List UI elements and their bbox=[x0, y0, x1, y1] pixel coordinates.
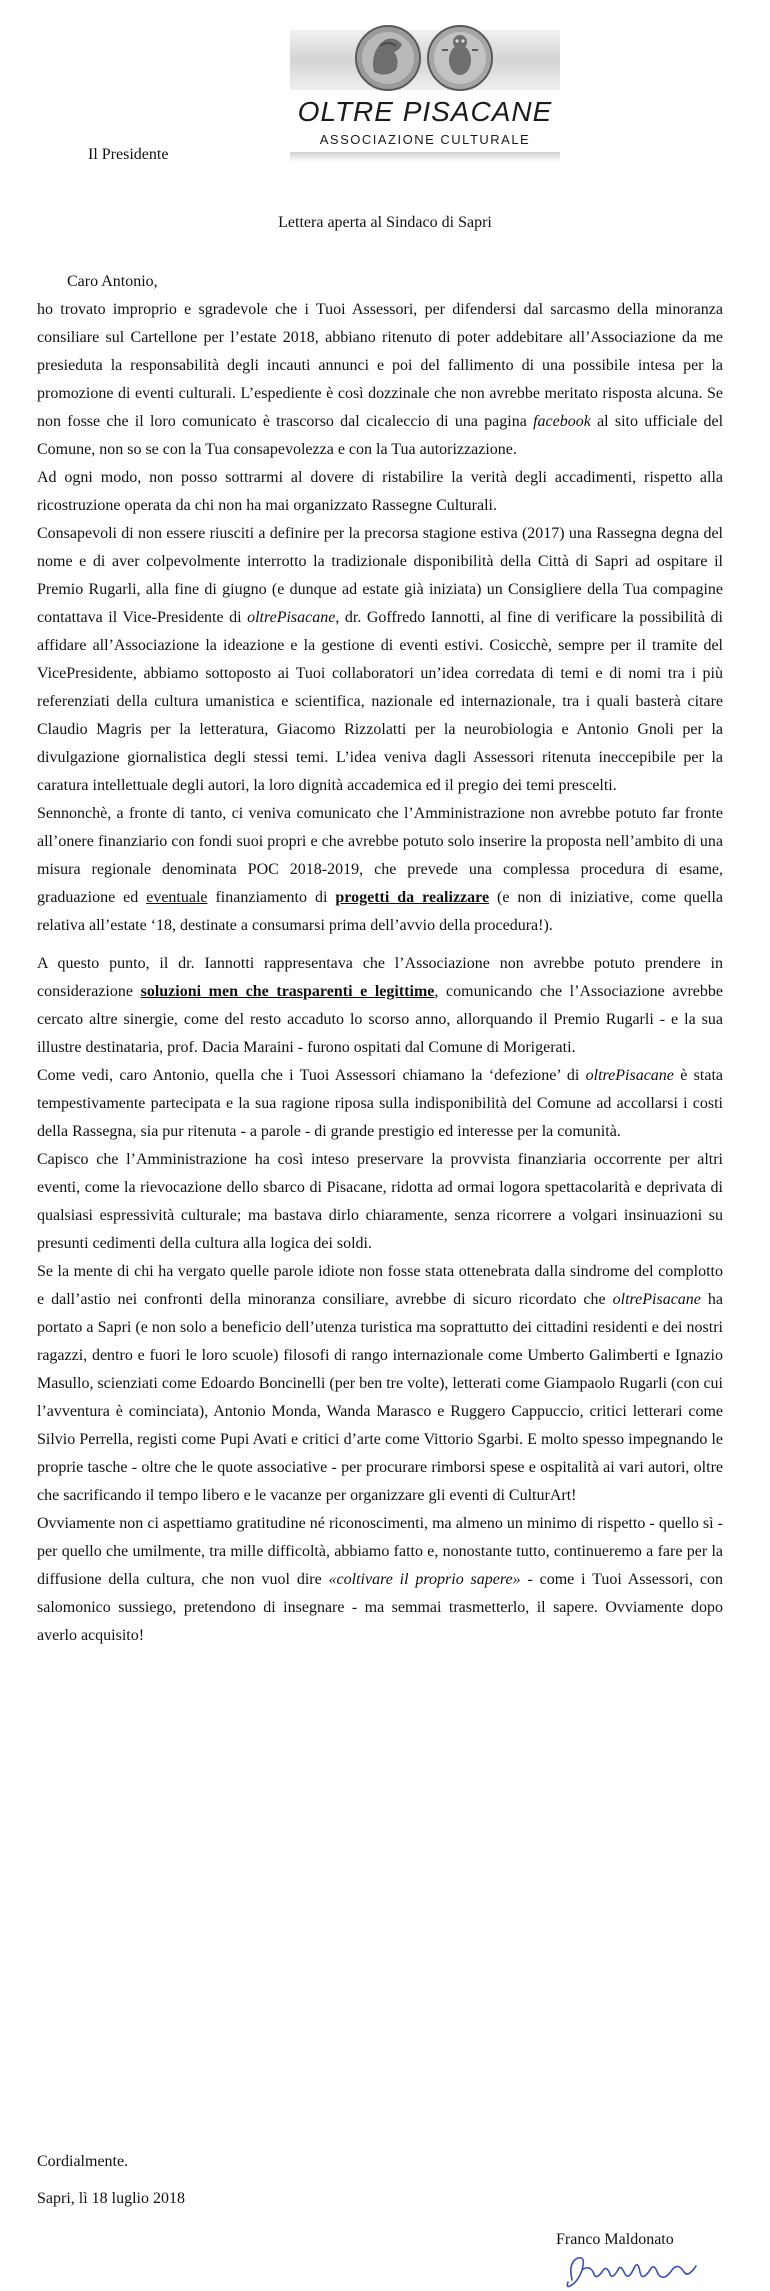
italic-term: oltrePisacane bbox=[247, 609, 336, 626]
paragraph-text: Consapevoli di non essere riusciti a definire per la precorsa stagione estiva (2017) una Rassegna degna del nome e di aver colpevolmente interrotto la tradizionale disponibilità della Città di Sapri ad ospitare il Premio Rugarli, alla fine di giugno (e dunque ad estate già iniziata) un Consigliere della Tua compagine contattava il Vice-Presidente di bbox=[37, 525, 723, 626]
paragraph-8 bbox=[37, 1258, 723, 1510]
paragraph-text: ha portato a Sapri (e non solo a beneficio dell’utenza turistica ma soprattutto dei cittadini residenti e dei nostri ragazzi, dentro e fuori le loro scuole) filosofi di rango internazionale come Umberto Galimberti e Ignazio Masullo, scienziati come Edoardo Boncinelli (per ben tre volte), letterati come Giampaolo Rugarli (con cui l’avventura è cominciata), Antonio Monda, Wanda Marasco e Ruggero Cappuccio, critici letterari come Silvio Perrella, registi come Pupi Avati e critici d’arte come Vittorio Sgarbi. E molto spesso impegnando le proprie tasche - oltre che le quote associative - per procurare rimborsi spese e ospitalità ai vari autori, oltre che sacrificando il tempo libero e le vacanze per organizzare gli eventi di CulturArt! bbox=[37, 1291, 723, 1504]
paragraph-7: Capisco che l’Amministrazione ha così inteso preservare la provvista finanziaria occorrente per altri eventi, come la rievocazione dello sbarco di Pisacane, ridotta ad ormai logora spettacolarità e deprivata di qualsiasi espressività culturale; ma bastava dirlo chiaramente, senza ricorrere a volgari insinuazioni su presunti cedimenti della cultura alla logica dei soldi. bbox=[37, 1151, 723, 1252]
italic-quote: «coltivare il proprio sapere» bbox=[328, 1571, 521, 1588]
salutation: Caro Antonio, bbox=[67, 273, 158, 290]
paragraph-text: Se la mente di chi ha vergato quelle parole idiote non fosse stata ottenebrata dalla sindrome del complotto e dall’astio nei confronti della minoranza consiliare, avrebbe di sicuro ricordato che bbox=[37, 1263, 723, 1308]
italic-term: oltrePisacane bbox=[612, 1291, 701, 1308]
paragraph-text: A questo punto, il dr. Iannotti rappresentava che l’Associazione non avrebbe potuto prendere in considerazione bbox=[37, 955, 723, 1000]
association-logo bbox=[290, 20, 560, 160]
paragraph-text: - come i Tuoi Assessori, con salomonico sussiego, pretendono di insegnare - ma semmai trasmetterlo, il sapere. Ovviamente dopo averlo acquisito! bbox=[37, 1571, 723, 1644]
italic-term: oltrePisacane bbox=[585, 1067, 674, 1084]
paragraph-4 bbox=[37, 800, 723, 940]
logo-org-name: OLTRE PISACANE bbox=[297, 96, 553, 127]
sender-role: Il Presidente bbox=[88, 146, 169, 163]
place-date: Sapri, lì 18 luglio 2018 bbox=[37, 2190, 185, 2207]
logo-underline bbox=[290, 152, 560, 162]
paragraph-text: Come vedi, caro Antonio, quella che i Tuoi Assessori chiamano la ‘defezione’ di bbox=[37, 1067, 586, 1084]
paragraph-text: è stata tempestivamente partecipata e la sua ragione riposa sulla indisponibilità del Comune ad accollarsi i costi della Rassegna, sia pur ritenuta - a parole - di grande prestigio ed interesse per la comunità. bbox=[37, 1067, 723, 1140]
paragraph-text: ho trovato improprio e sgradevole che i Tuoi Assessori, per difendersi dal sarcasmo della minoranza consiliare sul Cartellone per l’estate 2018, abbiano ritenuto di poter addebitare all’Associazione da me presieduta la responsabilità degli incauti annunci e poi del fallimento di una possibile intesa per la promozione di eventi culturali. L’espediente è così dozzinale che non avrebbe meritato risposta alcuna. Se non fosse che il loro comunicato è trascorso dal cicaleccio di una pagina bbox=[37, 301, 723, 430]
paragraph-text: Sennonchè, a fronte di tanto, ci veniva comunicato che l’Amministrazione non avrebbe potuto far fronte all’onere finanziario con fondi suoi propri e che avrebbe potuto solo inserire la proposta nell’ambito di una misura regionale denominata POC 2018-2019, che prevede una complessa procedura di esame, graduazione ed bbox=[37, 805, 723, 906]
underlined-term: eventuale bbox=[146, 889, 208, 906]
bold-underlined-term: progetti da realizzare bbox=[335, 889, 490, 906]
letter-body bbox=[37, 268, 723, 1650]
bold-underlined-term: soluzioni men che trasparenti e legittime bbox=[140, 983, 435, 1000]
signer-name: Franco Maldonato bbox=[556, 2231, 674, 2248]
paragraph-1 bbox=[37, 296, 723, 464]
handwritten-signature bbox=[560, 2252, 710, 2290]
closing: Cordialmente. bbox=[37, 2153, 129, 2170]
paragraph-5 bbox=[37, 950, 723, 1062]
paragraph-text: Ovviamente non ci aspettiamo gratitudine né riconoscimenti, ma almeno un minimo di rispetto - quello sì - per quello che umilmente, tra mille difficoltà, abbiamo fatto e, nonostante tutto, continueremo a fare per la diffusione della cultura, che non vuol dire bbox=[37, 1515, 723, 1588]
paragraph-text: al sito ufficiale del Comune, non so se con la Tua consapevolezza e con la Tua autorizzazione. bbox=[37, 413, 724, 458]
paragraph-6 bbox=[37, 1062, 723, 1146]
logo-org-subtitle: ASSOCIAZIONE CULTURALE bbox=[319, 132, 531, 147]
letter-subject: Lettera aperta al Sindaco di Sapri bbox=[278, 214, 492, 231]
paragraph-text: , comunicando che l’Associazione avrebbe cercato altre sinergie, come del resto accaduto lo scorso anno, allorquando il Premio Rugarli - e la sua illustre destinataria, prof. Dacia Maraini - furono ospitati dal Comune di Morigerati. bbox=[37, 983, 724, 1056]
paragraph-9 bbox=[37, 1510, 723, 1650]
paragraph-2: Ad ogni modo, non posso sottrarmi al dovere di ristabilire la verità degli accadimenti, rispetto alla ricostruzione operata da chi non ha mai organizzato Rassegne Culturali. bbox=[37, 469, 723, 514]
paragraph-text: , dr. Goffredo Iannotti, al fine di verificare la possibilità di affidare all’Associazione la ideazione e la gestione di eventi estivi. Cosicchè, sempre per il tramite del VicePresidente, abbiamo sottoposto ai Tuoi collaboratori un’idea corredata di temi e di nomi tra i più referenziati della cultura umanistica e scientifica, nazionale ed internazionale, tra i quali basterà citare Claudio Magris per la letteratura, Giacomo Rizzolatti per la neurobiologia e Antonio Gnoli per la divulgazione giornalistica degli stessi temi. L’idea veniva dagli Assessori ritenuta ineccepibile per la caratura intellettuale degli autori, la loro dignità accademica ed il pregio dei temi prescelti. bbox=[37, 609, 723, 794]
paragraph-text: (e non di iniziative, come quella relativa all’estate ‘18, destinate a consumarsi prima dell’avvio della procedura!). bbox=[37, 889, 724, 934]
italic-term: facebook bbox=[533, 413, 591, 430]
paragraph-text: finanziamento di bbox=[207, 889, 336, 906]
paragraph-3 bbox=[37, 520, 723, 800]
ancient-coins-icon bbox=[330, 20, 520, 98]
